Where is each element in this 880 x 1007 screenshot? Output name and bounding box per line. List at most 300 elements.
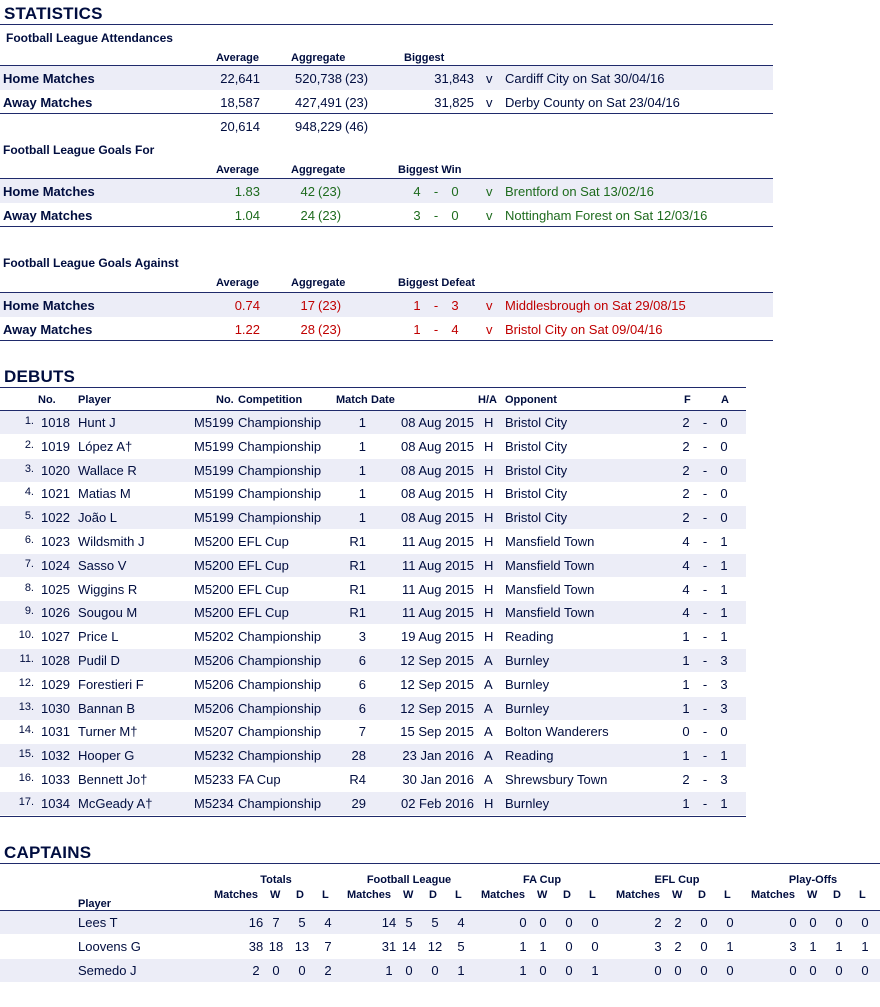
captains-col-header-w: W [270,889,281,901]
match-date: 19 Aug 2015 [400,629,474,645]
total-count: (46) [345,119,369,134]
captain-stat-value: 0 [565,939,573,954]
aggregate-value: 42 [300,184,315,199]
score-for: 1 [682,795,690,811]
versus: v [486,71,493,86]
header-opponent: Opponent [505,394,557,406]
match-date: 23 Jan 2016 [402,748,474,764]
captain-stat-value: 2 [252,963,260,978]
player-name: Turner M† [78,724,138,740]
opponent: Bristol City [505,510,568,526]
player-number: 1020 [41,462,70,478]
aggregate-value: 520,738 [295,71,342,86]
player-number: 1030 [41,700,70,716]
home-away: H [484,629,494,645]
captain-name: Lees T [78,915,118,930]
row-index: 4. [24,486,34,499]
debut-row [0,720,746,744]
competition: Championship [238,462,322,478]
score-for: 1 [413,298,421,313]
match: 6 [358,700,366,716]
captains-group-header: FA Cup [522,874,562,886]
aggregate-count: (23) [345,95,369,110]
captain-stat-value: 5 [405,915,413,930]
captains-col-header-d: D [698,889,706,901]
row-index: 2. [24,438,34,451]
score-against: 0 [720,510,728,526]
captain-stat-value: 1 [519,939,527,954]
score-for: 2 [682,438,690,454]
competition: Championship [238,724,322,740]
row-index: 3. [24,462,34,475]
debuts-title: DEBUTS [4,367,76,386]
match-number: M5200 [194,605,234,621]
score-for: 4 [682,581,690,597]
captain-row [0,911,880,935]
match-number: M5200 [194,534,234,549]
row-index: 6. [24,534,34,546]
biggest-value: 31,825 [434,95,474,110]
captain-stat-value: 0 [565,915,573,930]
score-for: 2 [682,415,690,430]
captain-stat-value: 31 [381,939,397,954]
header-biggest-defeat: Biggest Defeat [398,277,476,289]
opponent: Reading [505,629,554,645]
versus: v [486,95,493,110]
match: 1 [358,415,366,430]
match-date: 11 Aug 2015 [401,581,474,597]
header-home-away: H/A [478,394,497,406]
captain-stat-value: 2 [324,963,332,978]
match: 6 [358,653,366,668]
biggest-detail: Nottingham Forest on Sat 12/03/16 [505,208,708,223]
captains-col-header-w: W [807,889,818,901]
score-for: 2 [682,462,690,478]
goals-against-title: Football League Goals Against [3,256,179,270]
player-name: Bennett Jo† [78,772,148,787]
score-against: 0 [720,486,728,502]
score-dash: - [433,322,439,337]
player-number: 1026 [41,605,70,621]
captain-stat-value: 0 [565,963,573,978]
captains-col-header-w: W [672,889,683,901]
header-biggest: Biggest [404,52,445,64]
opponent: Mansfield Town [505,534,595,549]
captain-stat-value: 13 [294,939,310,954]
versus: v [486,298,493,313]
match-date: 11 Aug 2015 [401,605,474,621]
captains-col-header-l: L [322,889,329,901]
captain-stat-value: 1 [809,939,817,954]
home-away: H [484,795,494,811]
competition: Championship [238,676,322,692]
score-dash: - [433,298,439,313]
row-index: 16. [18,772,34,784]
header-aggregate: Aggregate [291,277,346,289]
header-biggest-win: Biggest Win [398,164,462,176]
biggest-detail: Middlesbrough on Sat 29/08/15 [505,298,686,313]
header-average: Average [216,52,260,64]
header-date: Date [371,394,395,406]
score-against: 3 [720,772,728,787]
score-against: 1 [720,629,728,645]
competition: EFL Cup [238,581,289,597]
debut-row [0,411,746,435]
row-band [0,179,773,203]
score-against: 3 [451,298,459,313]
score-for: 4 [413,184,421,199]
match-date: 15 Sep 2015 [400,724,474,740]
score-against: 0 [720,724,728,740]
score-for: 1 [682,629,690,645]
debut-row [0,673,746,697]
score-against: 1 [720,534,728,549]
biggest-detail: Derby County on Sat 23/04/16 [505,95,680,110]
competition: EFL Cup [238,534,289,549]
opponent: Mansfield Town [505,557,595,573]
captain-stat-value: 2 [654,915,662,930]
captain-stat-value: 0 [674,963,682,978]
score-against: 3 [720,653,728,668]
divider [0,113,773,114]
captain-stat-value: 1 [861,939,869,954]
home-away: A [484,653,493,668]
competition: EFL Cup [238,557,289,573]
captain-stat-value: 0 [591,939,599,954]
captain-stat-value: 1 [726,939,734,954]
match: R1 [349,557,366,573]
score-dash: - [702,772,708,787]
divider [0,340,773,341]
competition: Championship [238,629,322,645]
captain-stat-value: 38 [248,939,264,954]
header-average: Average [216,277,260,289]
captain-stat-value: 2 [674,915,682,930]
player-name: Matias M [78,486,131,502]
score-dash: - [702,795,708,811]
score-against: 0 [720,462,728,478]
match-date: 30 Jan 2016 [402,772,474,787]
match: 29 [351,795,366,811]
opponent: Bristol City [505,462,568,478]
player-name: João L [78,510,118,526]
player-name: López A† [78,438,133,454]
row-index: 8. [24,581,34,594]
captains-group-header: Football League [366,874,452,886]
header-aggregate: Aggregate [291,164,346,176]
home-away: A [484,700,493,716]
player-name: Hunt J [78,415,116,430]
match: R4 [349,772,366,787]
captain-stat-value: 0 [539,963,547,978]
captains-group-header: EFL Cup [654,874,700,886]
match-number: M5199 [194,438,234,454]
match-date: 12 Sep 2015 [400,700,474,716]
score-dash: - [702,700,708,716]
match-date: 08 Aug 2015 [400,510,474,526]
competition: Championship [238,700,322,716]
total-aggregate: 948,229 [295,119,342,134]
match-number: M5199 [194,510,234,526]
average-value: 1.04 [234,208,260,223]
debut-row [0,625,746,649]
row-index: 9. [24,605,34,618]
score-for: 2 [682,510,690,526]
match-date: 08 Aug 2015 [400,415,474,430]
captain-stat-value: 0 [789,915,797,930]
average-value: 22,641 [220,71,260,86]
score-dash: - [702,581,708,597]
opponent: Bristol City [505,415,568,430]
match-number: M5234 [194,795,234,811]
score-against: 1 [720,557,728,573]
competition: EFL Cup [238,605,289,621]
captains-col-header-l: L [455,889,462,901]
match: R1 [349,581,366,597]
competition: Championship [238,438,322,454]
player-number: 1022 [41,510,70,526]
home-away: H [484,415,494,430]
match: 7 [358,724,366,740]
captains-col-header-w: W [537,889,548,901]
opponent: Mansfield Town [505,581,595,597]
score-dash: - [702,724,708,740]
row-label: Home Matches [3,71,95,86]
captain-row [0,959,880,983]
score-against: 4 [451,322,459,337]
row-index: 13. [18,700,34,713]
competition: Championship [238,486,322,502]
score-for: 1 [682,748,690,764]
captain-stat-value: 1 [457,963,465,978]
score-for: 2 [682,486,690,502]
debut-row [0,530,746,554]
score-dash: - [702,676,708,692]
score-dash: - [702,629,708,645]
divider [0,387,746,388]
match-number: M5232 [194,748,234,764]
captains-col-header-d: D [296,889,304,901]
match-date: 11 Aug 2015 [401,534,474,549]
home-away: A [484,772,493,787]
match: 6 [358,676,366,692]
captain-stat-value: 1 [519,963,527,978]
score-against: 0 [451,184,459,199]
opponent: Mansfield Town [505,605,595,621]
captain-stat-value: 5 [457,939,465,954]
divider [0,863,880,864]
captain-stat-value: 0 [654,963,662,978]
player-number: 1019 [41,438,70,454]
match-number: M5206 [194,700,234,716]
match: R1 [349,605,366,621]
captain-stat-value: 1 [835,939,843,954]
player-number: 1031 [41,724,70,740]
score-against: 1 [720,795,728,811]
captains-col-header-w: W [403,889,414,901]
match-number: M5207 [194,724,234,740]
divider [0,24,773,25]
header-match-no: No. [216,394,234,406]
score-against: 0 [720,438,728,454]
captain-stat-value: 0 [539,915,547,930]
header-average: Average [216,164,260,176]
captains-col-header-d: D [563,889,571,901]
debut-row [0,649,746,673]
captain-row [0,935,880,959]
biggest-detail: Cardiff City on Sat 30/04/16 [505,71,665,86]
player-number: 1023 [41,534,70,549]
score-against: 1 [720,581,728,597]
captain-stat-value: 4 [324,915,332,930]
biggest-value: 31,843 [434,71,474,86]
competition: Championship [238,748,322,764]
home-away: H [484,510,494,526]
captain-stat-value: 1 [385,963,393,978]
score-for: 0 [682,724,690,740]
score-against: 3 [720,676,728,692]
row-label: Away Matches [3,322,93,337]
captain-stat-value: 14 [401,939,417,954]
captains-col-header-l: L [589,889,596,901]
opponent: Burnley [505,795,550,811]
attendances-title: Football League Attendances [6,31,173,45]
match: R1 [349,534,366,549]
home-away: H [484,438,494,454]
debut-row [0,697,746,721]
score-dash: - [433,208,439,223]
aggregate-value: 17 [300,298,315,313]
aggregate-count: (23) [318,208,342,223]
score-dash: - [702,438,708,454]
captains-col-header-l: L [859,889,866,901]
score-for: 4 [682,557,690,573]
score-dash: - [702,415,708,430]
match-date: 12 Sep 2015 [400,653,474,668]
home-away: A [484,748,493,764]
captains-col-header-l: L [724,889,731,901]
score-dash: - [702,510,708,526]
player-name: Pudil D [78,653,120,668]
competition: Championship [238,415,322,430]
home-away: H [484,581,494,597]
score-dash: - [702,486,708,502]
home-away: H [484,462,494,478]
captain-name: Loovens G [78,939,141,954]
aggregate-count: (23) [318,322,342,337]
player-name: Hooper G [78,748,135,764]
score-dash: - [433,184,439,199]
player-name: Wiggins R [78,581,138,597]
header-no: No. [38,394,56,406]
debut-row [0,744,746,768]
row-index: 7. [24,557,34,570]
captain-stat-value: 1 [539,939,547,954]
captain-stat-value: 16 [248,915,264,930]
home-away: H [484,486,494,502]
captain-stat-value: 0 [861,963,869,978]
score-for: 1 [682,676,690,692]
opponent: Bolton Wanderers [505,724,609,740]
captains-col-header-matches: Matches [751,889,796,901]
match: 3 [358,629,366,645]
player-name: Bannan B [78,700,136,716]
match: 1 [358,510,366,526]
home-away: A [484,676,493,692]
captain-stat-value: 0 [861,915,869,930]
captains-title: CAPTAINS [4,843,92,862]
opponent: Reading [505,748,554,764]
row-label: Home Matches [3,298,95,313]
player-number: 1032 [41,748,70,764]
captain-stat-value: 1 [591,963,599,978]
player-name: Sasso V [78,557,127,573]
header-competition: Competition [238,394,303,406]
captain-stat-value: 0 [591,915,599,930]
header-match: Match [336,394,368,406]
score-against: 1 [720,748,728,764]
competition: Championship [238,795,322,811]
match-number: M5233 [194,772,234,787]
row-index: 17. [18,795,34,808]
aggregate-count: (23) [345,71,369,86]
debut-row [0,554,746,578]
match-number: M5206 [194,676,234,692]
match-number: M5199 [194,415,234,430]
captain-stat-value: 0 [726,963,734,978]
opponent: Burnley [505,700,550,716]
match-number: M5200 [194,557,234,573]
captain-stat-value: 0 [700,939,708,954]
player-name: Sougou M [78,605,138,621]
home-away: A [484,724,493,740]
captains-col-header-matches: Matches [214,889,259,901]
row-index: 1. [24,415,34,427]
score-dash: - [702,605,708,621]
row-index: 5. [24,510,34,523]
captain-stat-value: 5 [298,915,306,930]
statistics-title: STATISTICS [4,4,103,23]
captains-col-header-matches: Matches [481,889,526,901]
score-for: 1 [413,322,421,337]
average-value: 1.22 [234,322,260,337]
average-value: 18,587 [220,95,260,110]
competition: Championship [238,653,322,668]
competition: Championship [238,510,322,526]
biggest-detail: Bristol City on Sat 09/04/16 [505,322,663,337]
debut-row [0,435,746,459]
captains-col-header-matches: Matches [347,889,392,901]
header-for: F [684,394,691,406]
captain-stat-value: 0 [405,963,413,978]
captain-stat-value: 2 [674,939,682,954]
captain-stat-value: 0 [835,963,843,978]
captain-stat-value: 5 [431,915,439,930]
player-number: 1024 [41,557,70,573]
match-number: M5200 [194,581,234,597]
total-average: 20,614 [220,119,260,134]
player-number: 1027 [41,629,70,645]
row-label: Away Matches [3,95,93,110]
home-away: H [484,605,494,621]
score-dash: - [702,748,708,764]
versus: v [486,208,493,223]
player-name: McGeady A† [78,795,153,811]
match-date: 08 Aug 2015 [400,438,474,454]
match-date: 08 Aug 2015 [400,486,474,502]
captain-stat-value: 0 [519,915,527,930]
match-number: M5202 [194,629,234,645]
